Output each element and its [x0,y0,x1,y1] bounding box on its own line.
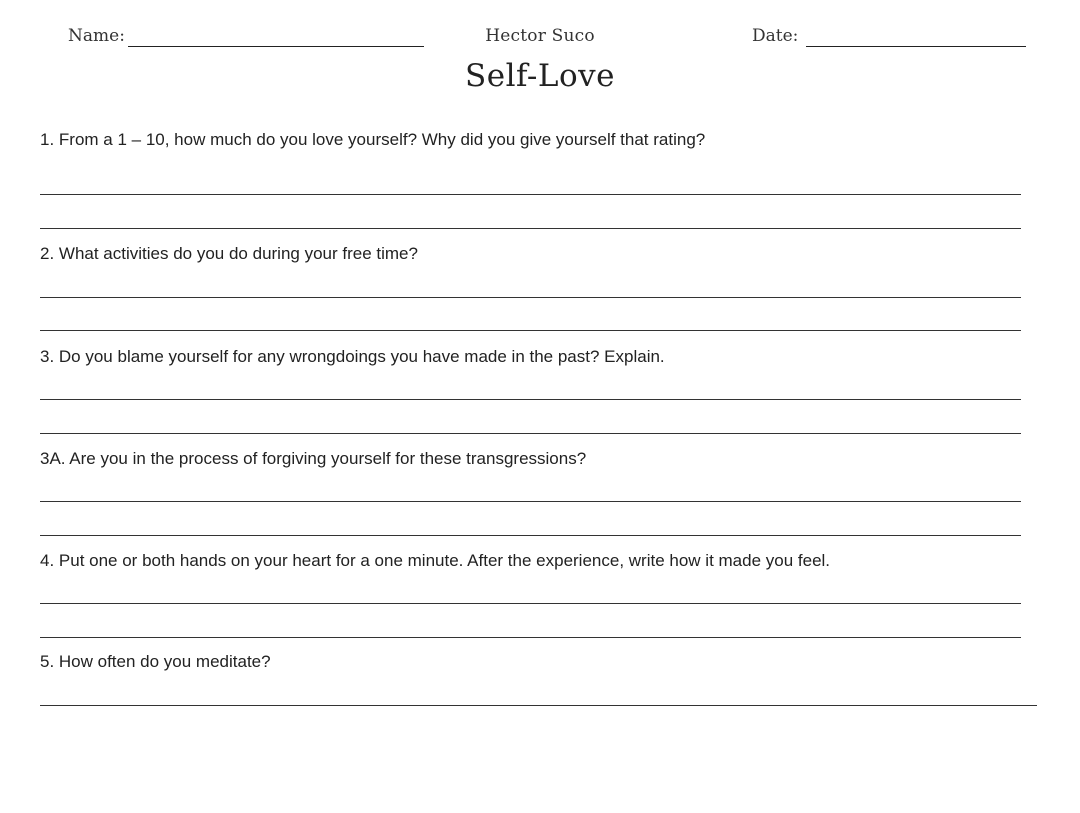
date-label: Date: [752,26,799,46]
answer-line[interactable] [40,501,1021,502]
answer-line[interactable] [40,603,1021,604]
answer-line[interactable] [40,228,1021,229]
name-field-line[interactable] [128,46,424,47]
question-3a: 3A. Are you in the process of forgiving yourself for these transgressions? [40,449,587,468]
answer-line[interactable] [40,194,1021,195]
answer-line[interactable] [40,399,1021,400]
question-3: 3. Do you blame yourself for any wrongdoings you have made in the past? Explain. [40,347,665,366]
worksheet-title: Self-Love [465,58,615,94]
question-2: 2. What activities do you do during your free time? [40,244,418,263]
question-5: 5. How often do you meditate? [40,652,271,671]
answer-line[interactable] [40,535,1021,536]
answer-line[interactable] [40,705,1037,706]
answer-line[interactable] [40,637,1021,638]
author-name: Hector Suco [485,26,595,46]
answer-line[interactable] [40,330,1021,331]
date-field-line[interactable] [806,46,1026,47]
name-label: Name: [68,26,125,46]
answer-line[interactable] [40,297,1021,298]
question-1: 1. From a 1 – 10, how much do you love yourself? Why did you give yourself that rating? [40,130,706,149]
question-4: 4. Put one or both hands on your heart for a one minute. After the experience, write how it made you feel. [40,551,831,570]
answer-line[interactable] [40,433,1021,434]
